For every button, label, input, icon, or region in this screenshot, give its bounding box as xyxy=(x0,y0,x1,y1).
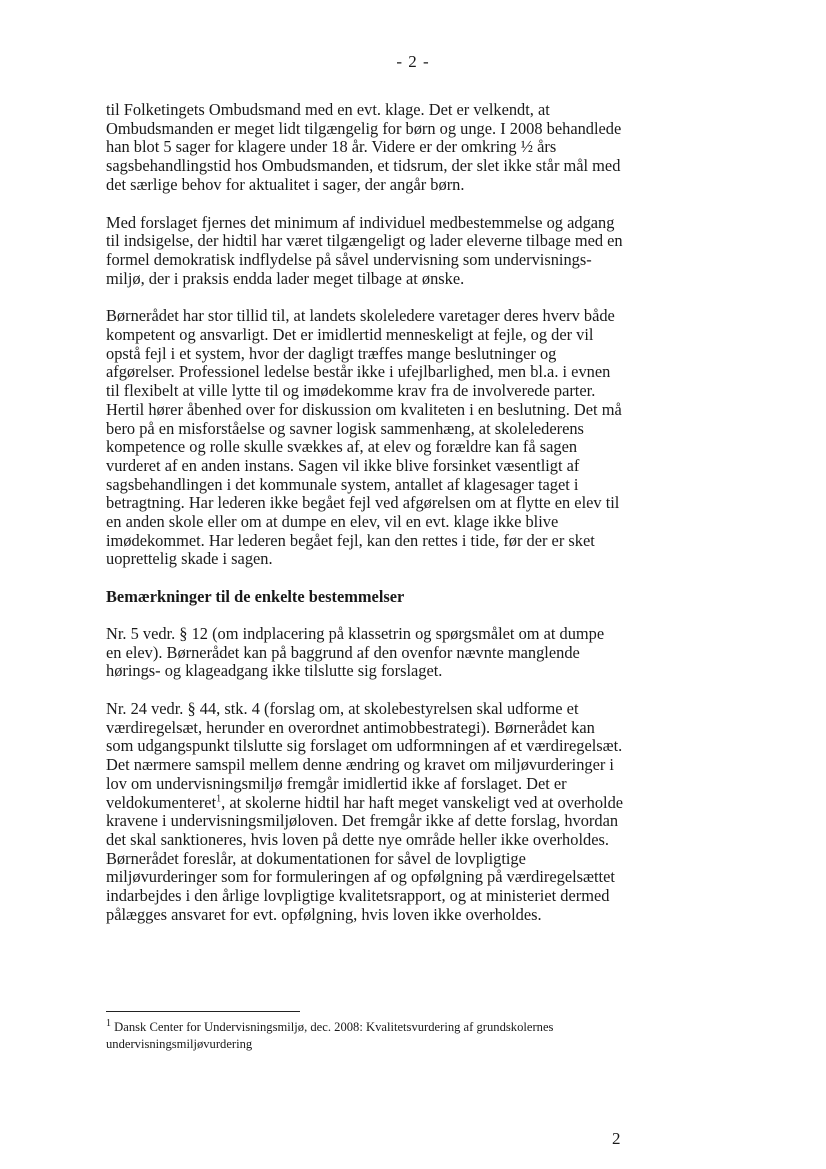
footnote-text: Dansk Center for Undervisningsmiljø, dec. 2008: Kvalitetsvurdering af grundskolernes undervisningsmiljøvurdering xyxy=(106,1020,554,1051)
section-heading: Bemærkninger til de enkelte bestemmelser xyxy=(106,587,405,607)
footnote xyxy=(106,1019,666,1053)
paragraph-nr24-part1: Nr. 24 vedr. § 44, stk. 4 (forslag om, at skolebestyrelsen skal udforme et værdiregelsæt, herunder en overordnet antimobbestrategi). Børnerådet kan som udgangspunkt tilslutte sig forslaget om udformningen af et værdiregelsæt. Det nærmere samspil mellem denne ændring og kravet om miljøvurderinger i lov om undervisningsmiljø fremgår imidlertid ikke af forslaget. Det er veldokumenteret xyxy=(106,698,623,812)
footnote-reference[interactable]: 1 xyxy=(216,793,222,805)
page-header-number: - 2 - xyxy=(396,52,430,71)
paragraph-skoleledere: Børnerådet har stor tillid til, at landets skoleledere varetager deres hverv både kompetent og ansvarligt. Det er imidlertid menneskeligt at fejle, og der vil opstå fejl i et system, hvor der dagligt træffes mange beslutninger og afgørelser. Professionel ledelse består ikke i ufejlbarlighed, men bl.a. i evnen til flexibelt at ville lytte til og imødekomme krav fra de involverede parter. Hertil hører åbenhed over for diskussion om kvaliteten i en beslutning. Det må bero på en misforståelse og savner logisk sammenhæng, at skolelederens kompetence og rolle skulle svækkes af, at elev og forældre kan få sagen vurderet af en anden instans. Sagen vil ikke blive forsinket væsentligt af sagsbehandlingen i det kommunale system, antallet af klagesager taget i betragtning. Har lederen ikke begået fejl ved afgørelsen om at flytte en elev til en anden skole eller om at dumpe en elev, vil en evt. klage ikke blive imødekommet. Har lederen begået fejl, kan den rettes i tide, før der er sket uoprettelig skade i sagen. xyxy=(106,306,622,569)
document-body xyxy=(106,101,646,943)
footnote-marker: 1 xyxy=(106,1017,111,1029)
paragraph-nr24 xyxy=(106,700,646,924)
paragraph-ombudsmand: til Folketingets Ombudsmand med en evt. klage. Det er velkendt, at Ombudsmanden er meget lidt tilgængelig for børn og unge. I 2008 behandlede han blot 5 sager for klagere under 18 år. Videre er der omkring ½ års sagsbehandlingstid hos Ombudsmanden, et tidsrum, der slet ikke står mål med det særlige behov for aktualitet i sager, der angår børn. xyxy=(106,100,622,194)
paragraph-medbestemmelse: Med forslaget fjernes det minimum af individuel medbestemmelse og adgang til indsigelse, der hidtil har været tilgængeligt og lader eleverne tilbage med en formel demokratisk indflydelse på såvel undervisning som undervisnings- miljø, der i praksis endda lader meget tilbage at ønske. xyxy=(106,212,623,288)
paragraph-nr24-part2: , at skolerne hidtil har haft meget vanskeligt ved at overholde kravene i undervisningsmiljøloven. Det fremgår ikke af dette forslag, hvordan det skal sanktioneres, hvis loven på dette nye område heller ikke overholdes. Børnerådet foreslår, at dokumentationen for såvel de lovpligtige miljøvurderinger som for formuleringen af og opfølgning på værdiregelsættet indarbejdes i den årlige lovpligtige kvalitetsrapport, og at ministeriet dermed pålægges ansvaret for evt. opfølgning, hvis loven ikke overholdes. xyxy=(106,792,624,924)
footnote-divider xyxy=(106,1011,300,1012)
paragraph-nr5: Nr. 5 vedr. § 12 (om indplacering på klassetrin og spørgsmålet om at dumpe en elev). Børnerådet kan på baggrund af den ovenfor nævnte manglende hørings- og klageadgang ikke tilslutte sig forslaget. xyxy=(106,623,605,681)
page-footer-number: 2 xyxy=(612,1129,621,1148)
